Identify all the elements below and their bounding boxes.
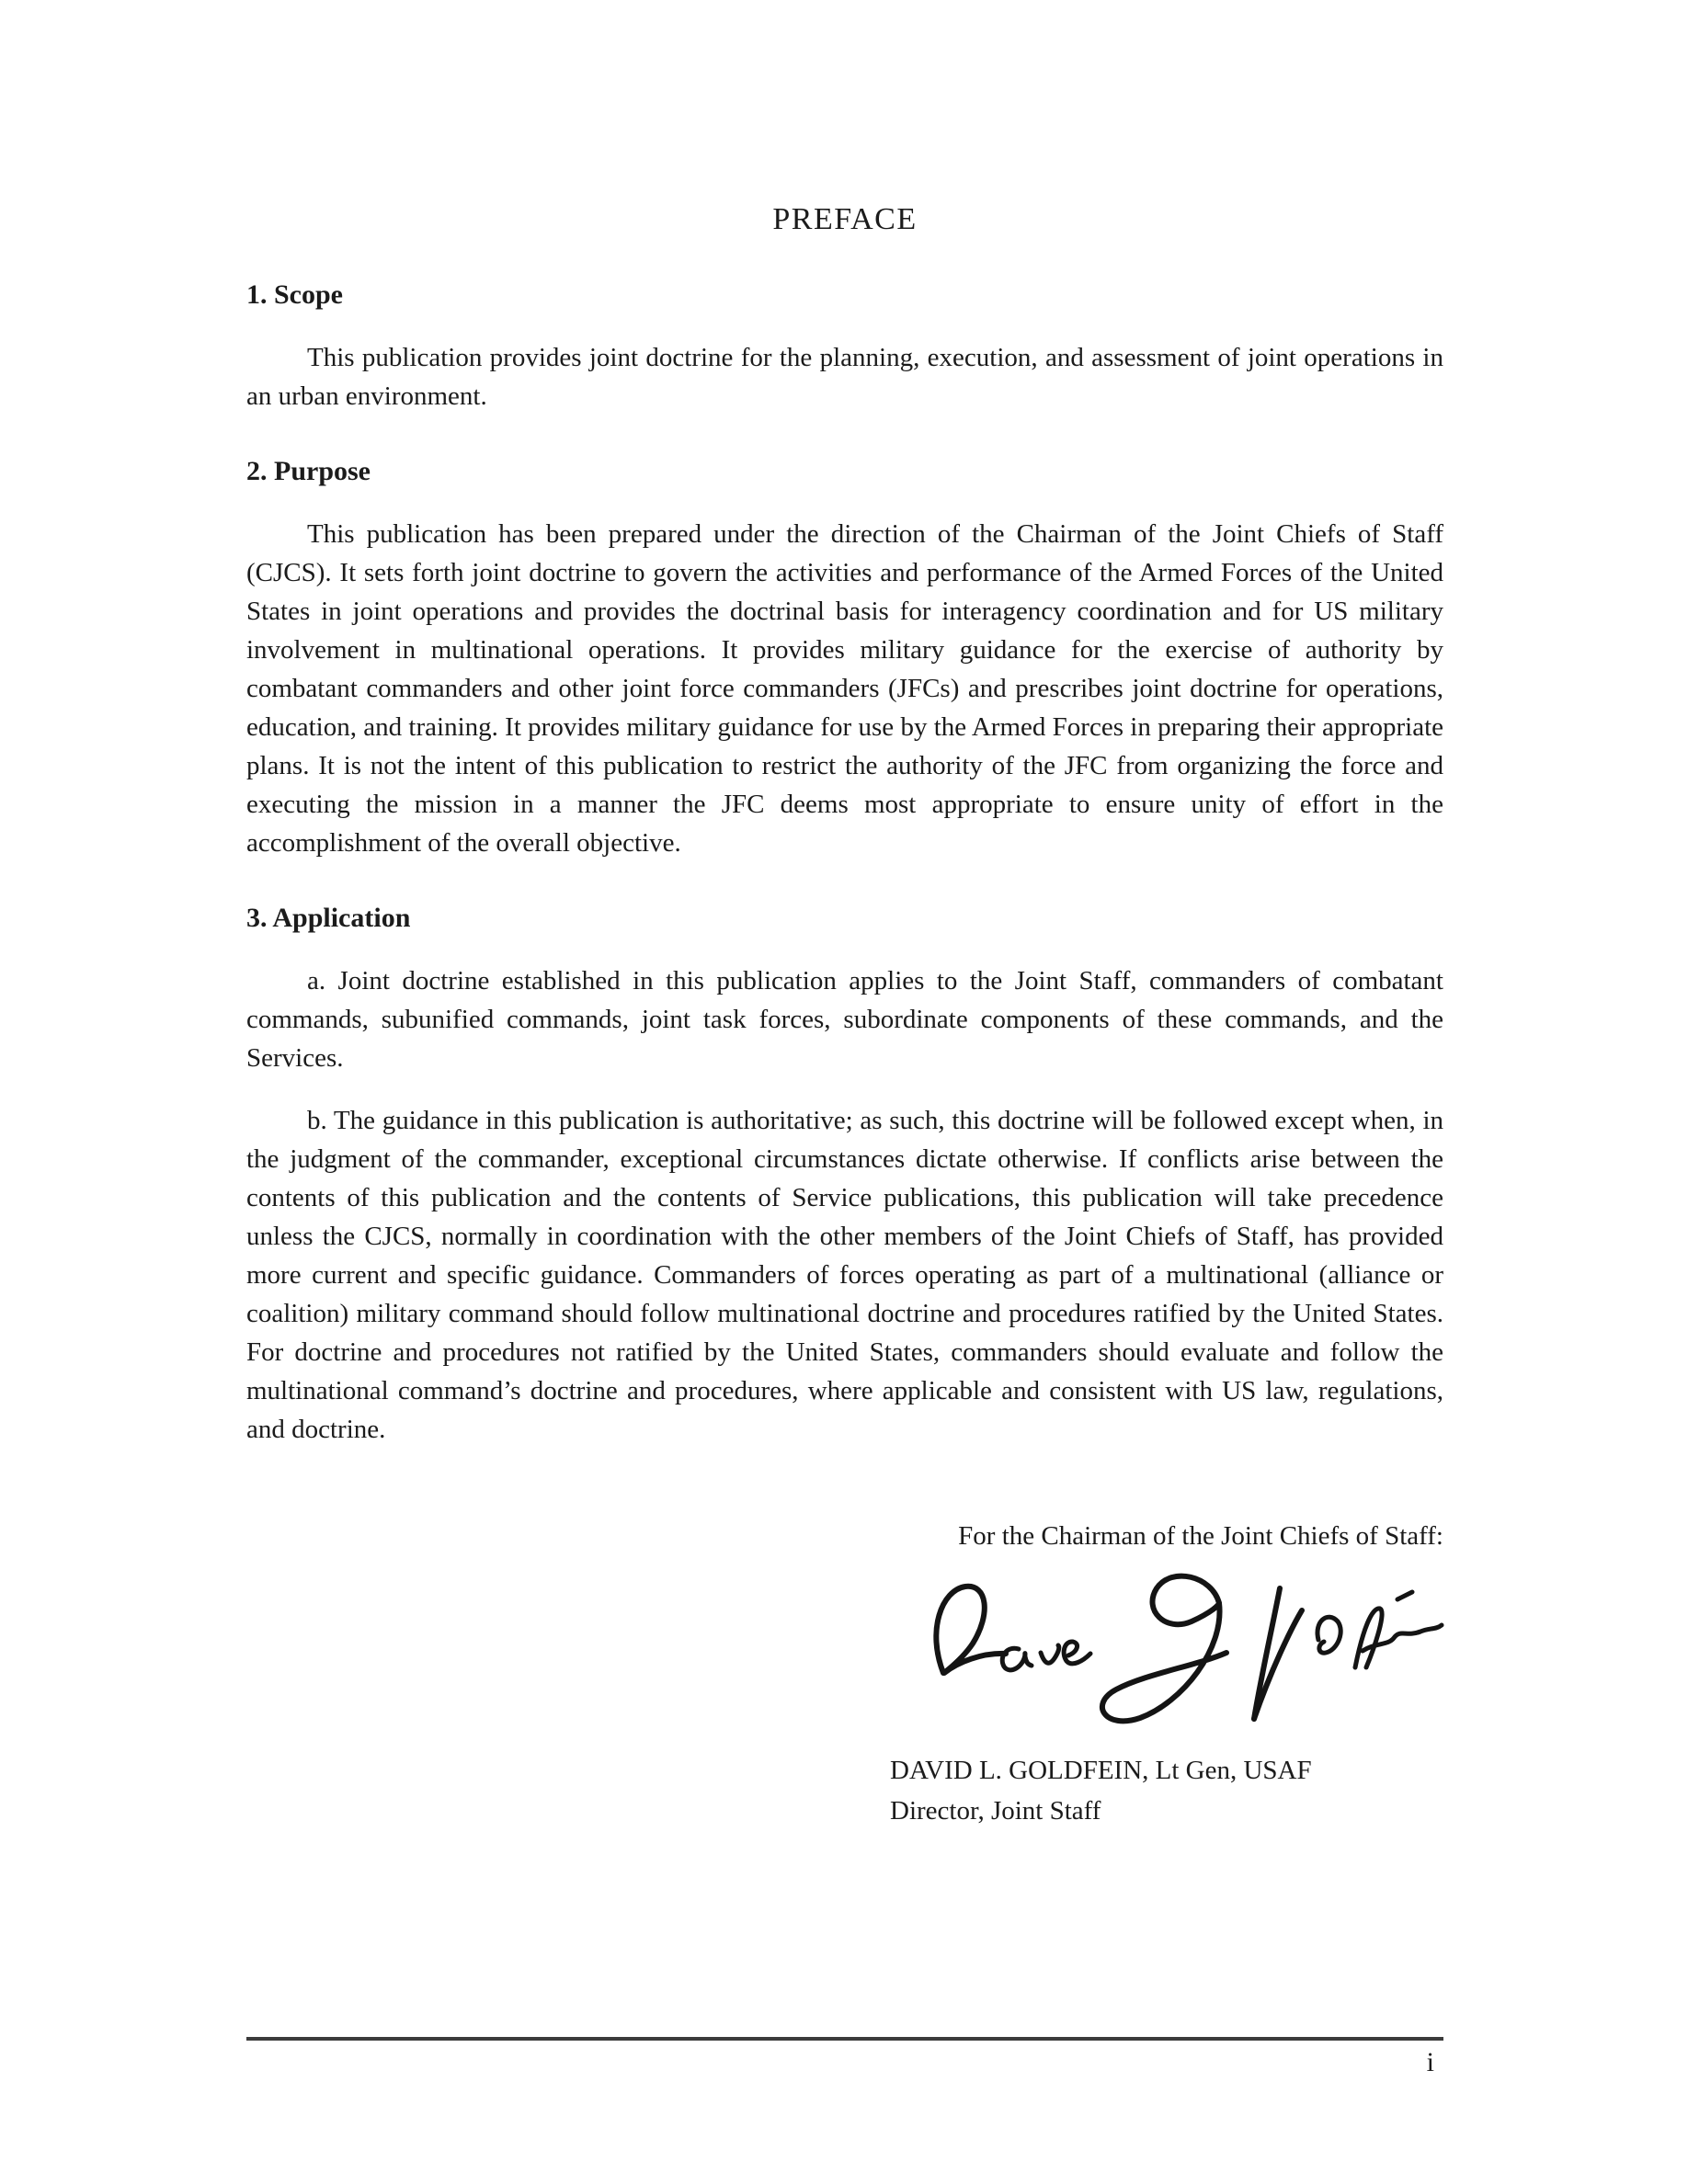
application-paragraph-a: a. Joint doctrine established in this publication applies to the Joint Staff, commanders of combatant commands, subunified commands, joint task forces, subordinate components of these commands, and the Services. [246,966,1443,1073]
signatory-block [890,1750,1443,1831]
signature-lead-in: For the Chairman of the Joint Chiefs of Staff: [958,1521,1443,1551]
section-heading-purpose: 2. Purpose [246,456,371,486]
signature-area [246,1563,1443,1826]
section-heading-application: 3. Application [246,903,411,933]
signature-image [916,1564,1454,1737]
section-heading-scope: 1. Scope [246,279,343,310]
application-paragraph-b: b. The guidance in this publication is authoritative; as such, this doctrine will be followed except when, in the judgment of the commander, exceptional circumstances dictate otherwise. If conflicts arise between the contents of this publication and the contents of Service publications, this publication will take precedence unless the CJCS, normally in coordination with the other members of the Joint Chiefs of Staff, has provided more current and specific guidance. Commanders of forces operating as part of a multinational (alliance or coalition) military command should follow multinational doctrine and procedures ratified by the United States. For doctrine and procedures not ratified by the United States, commanders should evaluate and follow the multinational command’s doctrine and procedures, where applicable and consistent with US law, regulations, and doctrine. [246,1106,1443,1444]
page-number: i [1426,2047,1434,2077]
page-title: PREFACE [772,202,918,236]
footer-rule [246,2037,1443,2081]
purpose-paragraph: This publication has been prepared under the direction of the Chairman of the Joint Chiefs of Staff (CJCS). It sets forth joint doctrine to govern the activities and performance of the Armed Forces of the United States in joint operations and provides the doctrinal basis for interagency coordination and for US military involvement in multinational operations. It provides military guidance for the exercise of authority by combatant commanders and other joint force commanders (JFCs) and prescribes joint doctrine for operations, education, and training. It provides military guidance for use by the Armed Forces in preparing their appropriate plans. It is not the intent of this publication to restrict the authority of the JFC from organizing the force and executing the mission in a manner the JFC deems most appropriate to ensure unity of effort in the accomplishment of the overall objective. [246,519,1443,858]
page-content [246,0,1443,1826]
signatory-name: DAVID L. GOLDFEIN, Lt Gen, USAF [890,1756,1312,1785]
scope-paragraph: This publication provides joint doctrine for the planning, execution, and assessment of joint operations in an urban environment. [246,343,1443,411]
signatory-title: Director, Joint Staff [890,1796,1101,1826]
